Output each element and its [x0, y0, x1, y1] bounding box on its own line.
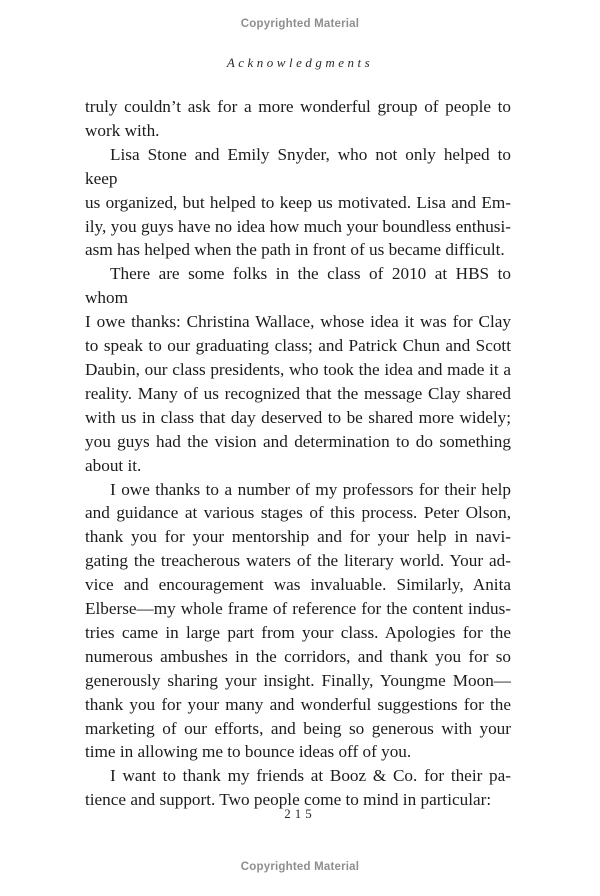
- text-line: Elberse—my whole frame of reference for the content indus-: [85, 599, 511, 619]
- text-line: gating the treacherous waters of the literary world. Your ad-: [85, 551, 511, 571]
- text-line: I owe thanks: Christina Wallace, whose idea it was for Clay: [85, 312, 511, 332]
- text-line: us organized, but helped to keep us motivated. Lisa and Em-: [85, 192, 511, 212]
- text-line: thank you for your mentorship and for your help in navi-: [85, 527, 511, 547]
- text-line: Lisa Stone and Emily Snyder, who not only helped to keep: [85, 144, 511, 188]
- text-line: I owe thanks to a number of my professors for their help: [110, 479, 511, 499]
- text-line: I want to thank my friends at Booz & Co. for their pa-: [110, 766, 511, 786]
- text-line: reality. Many of us recognized that the message Clay shared: [85, 383, 511, 403]
- running-head: Acknowledgments: [226, 55, 374, 70]
- text-line: Daubin, our class presidents, who took the idea and made it a: [85, 359, 511, 379]
- page-number: 215: [284, 806, 316, 821]
- text-line: tries came in large part from your class. Apologies for the: [85, 622, 511, 642]
- text-line: to speak to our graduating class; and Patrick Chun and Scott: [85, 336, 511, 356]
- text-line: There are some folks in the class of 2010 at HBS to whom: [85, 264, 511, 308]
- text-line: vice and encouragement was invaluable. Similarly, Anita: [85, 575, 511, 595]
- text-line: tience and support. Two people come to mind in particular:: [85, 790, 492, 810]
- text-line: you guys had the vision and determination to do something: [85, 431, 511, 451]
- text-line: ily, you guys have no idea how much your boundless enthusi-: [85, 216, 511, 236]
- page-body-text: [85, 95, 511, 812]
- copyright-notice-top: Copyrighted Material: [240, 18, 360, 30]
- text-line: numerous ambushes in the corridors, and thank you for so: [85, 646, 511, 666]
- text-line: thank you for your many and wonderful suggestions for the: [85, 694, 511, 714]
- text-line: time in allowing me to bounce ideas off of you.: [85, 742, 412, 762]
- text-line: work with.: [85, 120, 160, 140]
- text-line: and guidance at various stages of this process. Peter Olson,: [85, 503, 511, 523]
- text-line: marketing of our efforts, and being so generous with your: [85, 718, 511, 738]
- text-line: truly couldn’t ask for a more wonderful group of people to: [85, 97, 511, 116]
- text-line: about it.: [85, 455, 142, 475]
- text-line: asm has helped when the path in front of us became difficult.: [85, 240, 505, 260]
- text-line: with us in class that day deserved to be shared more widely;: [85, 407, 511, 427]
- text-line: generously sharing your insight. Finally, Youngme Moon—: [85, 670, 511, 690]
- copyright-notice-bottom: Copyrighted Material: [240, 861, 360, 873]
